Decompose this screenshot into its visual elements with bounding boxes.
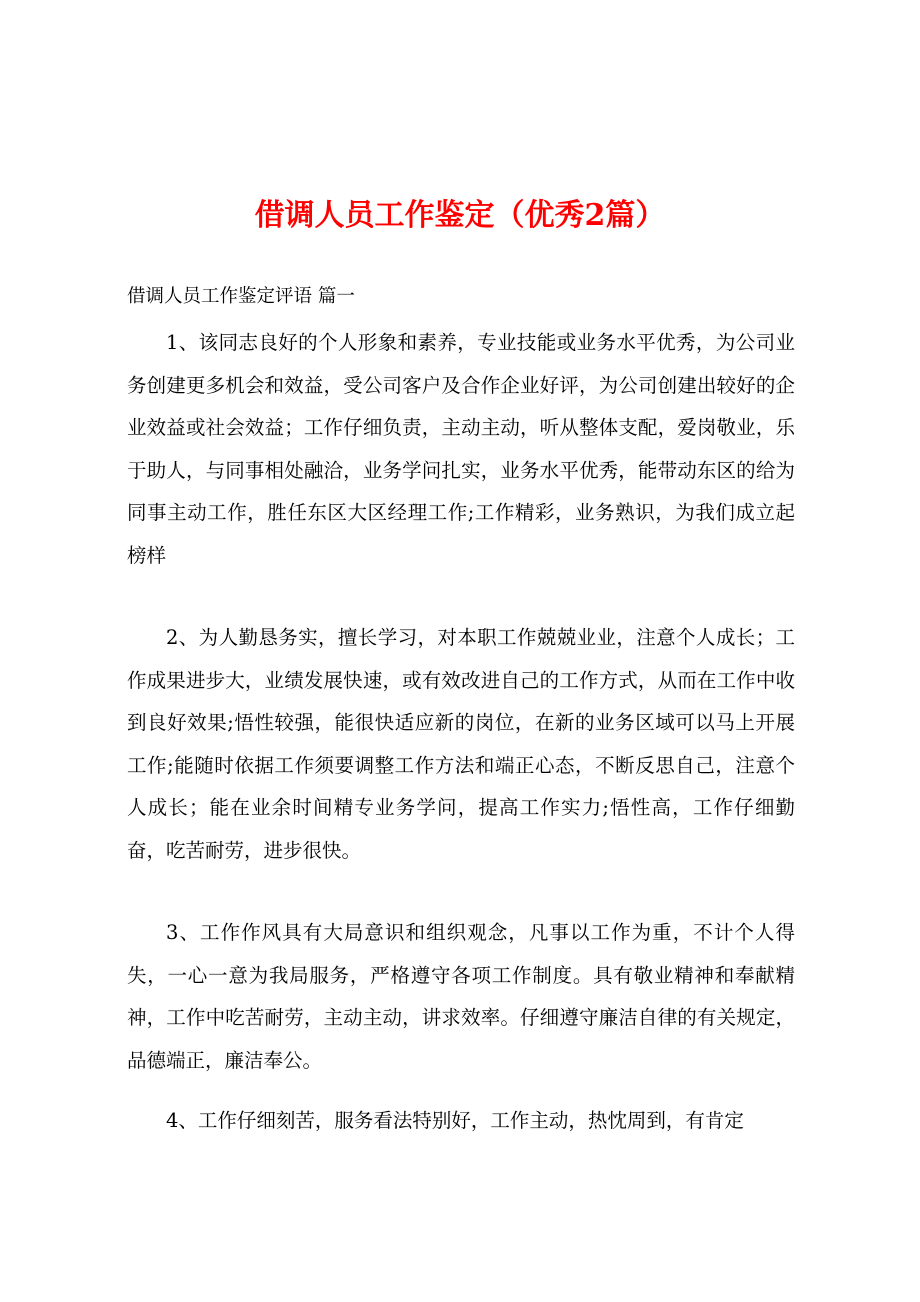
paragraph-2: 2、为人勤恳务实，擅长学习，对本职工作兢兢业业，注意个人成长；工作成果进步大，业绩发展快速，或有效改进自己的工作方式，从而在工作中收到良好效果;悟性较强，能很快适应新的岗位，在新的业务区域可以马上开展工作;能随时依据工作须要调整工作方法和端正心态，不断反思自己，注意个人成长；能在业余时间精专业务学问，提高工作实力;悟性高，工作仔细勤奋，吃苦耐劳，进步很快。 [127, 626, 795, 862]
section-heading: 借调人员工作鉴定评语 篇一 [127, 286, 355, 307]
paragraph-3: 3、工作作风具有大局意识和组织观念，凡事以工作为重，不计个人得失，一心一意为我局服务，严格遵守各项工作制度。具有敬业精神和奉献精神，工作中吃苦耐劳，主动主动，讲求效率。仔细遵守廉洁自律的有关规定，品德端正，廉洁奉公。 [127, 921, 795, 1072]
paragraph-4: 4、工作仔细刻苦，服务看法特别好，工作主动，热忱周到，有肯定 [166, 1109, 744, 1132]
paragraph-1: 1、该同志良好的个人形象和素养，专业技能或业务水平优秀，为公司业务创建更多机会和效益，受公司客户及合作企业好评，为公司创建出较好的企业效益或社会效益；工作仔细负责，主动主动，听从整体支配，爱岗敬业，乐于助人，与同事相处融洽，业务学问扎实，业务水平优秀，能带动东区的给为同事主动工作，胜任东区大区经理工作;工作精彩，业务熟识，为我们成立起榜样 [127, 331, 795, 567]
document-title: 借调人员工作鉴定（优秀2篇） [254, 198, 666, 233]
